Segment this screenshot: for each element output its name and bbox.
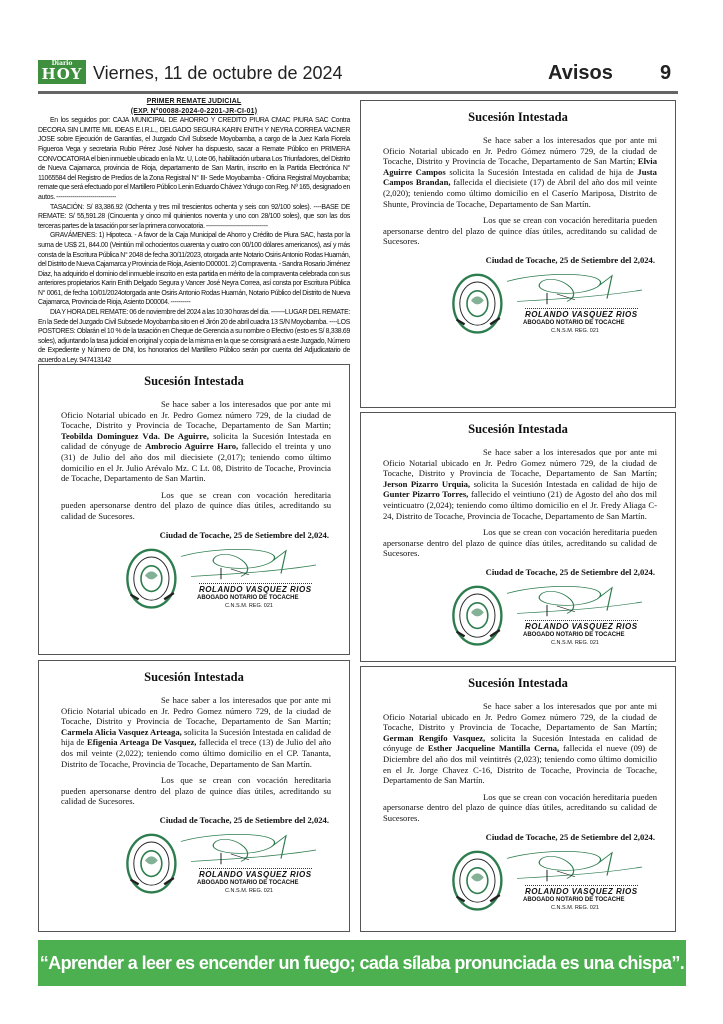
notice-title: Sucesión Intestada	[468, 676, 568, 690]
notice-city-date: Ciudad de Tocache, 25 de Setiembre del 2,024.	[159, 529, 329, 540]
deceased-name: Justa Campos Brandan,	[383, 166, 657, 188]
notice-text: solicita la Sucesión Intestada en calidad de cónyuge de	[383, 732, 657, 754]
notice-paragraph	[383, 447, 657, 521]
notice-text: Se hace saber a los interesados que por ante mi Oficio Notarial ubicado en Jr. Pedro Gomez número 729, de la ciudad de Tocache, Distrito y Provincia de Tocache, Departamento de San Martín;	[61, 695, 331, 727]
footer-quote-banner	[38, 940, 686, 986]
notice-city-date: Ciudad de Tocache, 25 de Setiembre del 2,024.	[485, 566, 655, 577]
notice-text: Se hace saber a los interesados que por ante mi Oficio Notarial ubicado en Jr. Pedro Gomez número 729, de la ciudad de Tocache, Distrito y Provincia de Tocache, Departamento de San Martin;	[61, 399, 331, 431]
notice-text: Se hace saber a los interesados que por ante mi Oficio Notarial ubicado en Jr. Pedro Gómez número 729, de la ciudad de Tocache, Distrito y Provincia de Tocache, Departamento de San Martín;	[383, 135, 657, 167]
notice-text: Se hace saber a los interesados que por ante mi Oficio Notarial ubicado en Jr. Pedro Gomez número 729, de la ciudad de Tocache, Distrito y Provincia de Tocache, Departamento de San Martín;	[383, 701, 657, 733]
issue-date: Viernes, 11 de octubre de 2024	[93, 63, 343, 83]
notice-title: Sucesión Intestada	[468, 110, 568, 124]
signature-scribble-icon	[447, 847, 647, 887]
notice-city-date: Ciudad de Tocache, 25 de Setiembre del 2,024.	[485, 831, 655, 842]
petitioner-name: Jerson Pizarro Urquia,	[383, 478, 471, 489]
succession-notice	[38, 364, 350, 655]
section-title: Avisos	[548, 62, 613, 84]
notary-title: ABOGADO NOTARIO DE TOCACHE	[197, 594, 299, 601]
notice-text: fallecido el veintiuno (21) de Agosto del año dos mil veinticuatro (2,024); teniendo como último domicilio en el Jr. Fredy Aliaga C-24, Distrito de Tocache, Provincia de Tocache, Departamento de San Martín.	[383, 489, 658, 521]
notice-body	[61, 695, 331, 813]
notice-paragraph: Los que se crean con vocación hereditaria pueden apersonarse dentro del plazo de quince días útiles, acreditando su calidad de Sucesores.	[383, 527, 657, 559]
notice-title: Sucesión Intestada	[144, 374, 244, 388]
notary-name: ROLANDO VASQUEZ RIOS	[525, 621, 638, 631]
notary-signature-block	[121, 830, 321, 902]
logo-big-text: HOY	[41, 65, 83, 83]
deceased-name: Ambrocio Aguirre Haro,	[145, 441, 239, 452]
notice-text: fallecido el treinta y uno (31) de Julio del año dos mil diecisiete (2,017); teniendo como último domicilio en el Jr. Julio Arévalo Mz. C Lt. 08, Distrito de Tocache, Provincia de Tocache, Departamento de San Martin.	[61, 441, 331, 484]
notice-paragraph	[61, 399, 331, 484]
notary-registration: C.N.S.M. REG. 021	[225, 602, 273, 609]
succession-notice	[360, 412, 676, 662]
notice-body	[61, 399, 331, 528]
notary-title: ABOGADO NOTARIO DE TOCACHE	[523, 896, 625, 903]
notice-paragraph: Los que se crean con vocación hereditaria pueden apersonarse dentro del plazo de quince días útiles, acreditando su calidad de Sucesores.	[383, 215, 657, 247]
notice-paragraph	[383, 135, 657, 209]
auction-paragraph: GRAVÁMENES: 1) Hipoteca. - A favor de la Caja Municipal de Ahorro y Crédito de Piura SAC, hasta por la suma de US$ 21, 844.00 (Veintiún mil ochocientos cuarenta y cuatro con 00/100 dólares americanos), así y más consta de la Escritura Pública N° 2048 de fecha 30/11/2023, otorgada ante Notario Osiris Antonio Rodas Huamán, del Distrito de Nueva Cajamarca y Provincia de Rioja, Asiento D00001. 2) Compraventa. - Sandra Rosario Jiménez Diaz, ha adquirido el dominio del inmueble inscrito en esta partida en mérito de la compraventa celebrada con sus anteriores propietarios Karin Enith Delgado Segura y Vancer José Neyra Correa, así consta por Escritura Pública N° 0061, de fecha 10/01/2024otorgada ante Osiris Antonio Rodas Huamán, Notario Público del Distrito de Nueva Cajamarca, Provincia de Rioja, Asiento D00004. ----------	[38, 232, 350, 307]
notice-paragraph: Los que se crean con vocación hereditaria pueden apersonarse dentro del plazo de quince días útiles, acreditando su calidad de Sucesores.	[61, 489, 331, 521]
succession-notice	[38, 660, 350, 932]
notary-name: ROLANDO VASQUEZ RIOS	[199, 584, 312, 594]
judicial-auction-notice	[38, 97, 350, 366]
auction-case-number: (EXP. N°00088-2024-0-2201-JR-CI-01)	[130, 107, 258, 115]
signature-scribble-icon	[447, 270, 647, 310]
deceased-name: Efigenia Arteaga De Vasquez,	[87, 737, 197, 748]
notary-registration: C.N.S.M. REG. 021	[551, 327, 599, 334]
notary-title: ABOGADO NOTARIO DE TOCACHE	[523, 319, 625, 326]
petitioner-name: Elvia Aguirre Campos	[383, 156, 657, 177]
auction-paragraph: En los seguidos por: CAJA MUNICIPAL DE AHORRO Y CREDITO PIURA CMAC PIURA SAC Contra DECORA SIN LIMITE MIL IDEAS E.I.R.L., DELGADO SEGURA KARIN ENITH Y NEYRA CORREA VACNER JOSE sobre Ejecución de Garantías, el Juzgado Civil Subsede Moyobamba, a cargo de la Juez Karla Fiorela Figueroa Vega y secretaria Rubio Pérez José Nolver ha dispuesto, sacar a Remate Público en PRIMERA CONVOCATORIA el bien inmueble ubicado en la Mz. U, Lote 06, habilitación urbana Los Triunfadores, del Distrito de Nueva Cajamarca, provincia de Rioja, departamento de San Martin, inscrito en la Partida Electrónica N° 11065584 del Registro de Predios de la Zona Registral N° III- Sede Moyobamba - Oficina Registral Moyobamba; remate que será efectuado por el Martillero Público Lenin Eduardo Chávez Ydrugo con Reg. Nº 165, designado en autos. ------------------------------	[38, 117, 350, 201]
notice-body	[383, 447, 657, 565]
notice-text: fallecida el diecisiete (17) de Abril del año dos mil veinte (2,020); teniendo como último domicilio en el Caserío Mariposa, Distrito de Shunte, Provincia de Tocache, Departamento de San Martín.	[383, 177, 657, 209]
notary-signature-block	[447, 582, 647, 654]
notice-paragraph	[383, 701, 657, 786]
signature-scribble-icon	[447, 582, 647, 622]
notice-title: Sucesión Intestada	[144, 670, 244, 684]
notice-text: solicita la Sucesión Intestada en calidad de hijo de	[470, 478, 658, 489]
deceased-name: Gunter Pizarro Torres,	[383, 489, 469, 500]
petitioner-name: Carmela Alicia Vasquez Arteaga,	[61, 726, 182, 737]
notice-city-date: Ciudad de Tocache, 25 de Setiembre del 2,024.	[159, 814, 329, 825]
notary-title: ABOGADO NOTARIO DE TOCACHE	[197, 879, 299, 886]
notary-name: ROLANDO VASQUEZ RIOS	[525, 309, 638, 319]
notice-text: solicita la Sucesión Intestada en calidad de hija de	[61, 726, 331, 748]
deceased-name: Esther Jacqueline Mantilla Cerna,	[427, 743, 560, 754]
auction-paragraph: TASACIÓN: S/ 83,386.92 (Ochenta y tres mil trescientos ochenta y seis con 92/100 soles). ----BASE DE REMATE: S/ 55,591.28 (Cincuenta y cinco mil quinientos noventa y uno con 28/100 soles), que son las dos terceras partes de la tasación por ser la primera convocatoria. -------------------------------	[38, 203, 350, 230]
signature-scribble-icon	[121, 545, 321, 585]
notice-paragraph	[61, 695, 331, 769]
notice-text: fallecida el nueve (09) de Diciembre del año dos mil veintitrés (2,023); teniendo como último domicilio en el Jr. Jorge Chavez C-16, Distrito de Tocache, Provincia de Tocache, Departamento de San Martín.	[383, 743, 657, 786]
notary-registration: C.N.S.M. REG. 021	[551, 639, 599, 646]
notary-name: ROLANDO VASQUEZ RIOS	[525, 886, 638, 896]
footer-quote: “Aprender a leer es encender un fuego; cada sílaba pronunciada es una chispa”.	[39, 953, 685, 973]
notice-paragraph: Los que se crean con vocación hereditaria pueden apersonarse dentro del plazo de quince días útiles, acreditando su calidad de Sucesores.	[61, 775, 331, 807]
succession-notice	[360, 100, 676, 408]
succession-notice	[360, 666, 676, 932]
notice-text: solicita la Sucesión Intestada en calidad de cónyuge de	[61, 430, 331, 452]
notice-paragraph: Los que se crean con vocación hereditaria pueden apersonarse dentro del plazo de quince días útiles, acreditando su calidad de Sucesores.	[383, 791, 657, 823]
notice-title: Sucesión Intestada	[468, 422, 568, 436]
notary-name: ROLANDO VASQUEZ RIOS	[199, 869, 312, 879]
notice-text: Se hace saber a los interesados que por ante mi Oficio Notarial ubicado en Jr. Pedro Gomez número 729, de la ciudad de Tocache, Distrito y Provincia de Tocache, Departamento de San Martín;	[383, 447, 657, 479]
petitioner-name: Teobilda Dominguez Vda. De Aguirre,	[61, 430, 209, 441]
header-rule	[38, 91, 678, 94]
notice-text: solicita la Sucesión Intestada en calidad de hija de	[445, 166, 638, 177]
notary-signature-block	[447, 847, 647, 919]
notary-signature-block	[447, 270, 647, 342]
newspaper-logo	[38, 60, 86, 84]
notice-body	[383, 701, 657, 830]
logo-small-text: Diario	[51, 60, 73, 67]
notice-city-date: Ciudad de Tocache, 25 de Setiembre del 2,024.	[485, 254, 655, 265]
auction-title: PRIMER REMATE JUDICIAL	[146, 98, 242, 105]
auction-paragraph: DIA Y HORA DEL REMATE: 06 de noviembre del 2024 a las 10:30 horas del dia. -------LUGAR DEL REMATE: En la Sede del Juzgado Civil Subsede Moyobamba sito en el Jirón 20 de abril cuadra 13 S/N Moyobamba. ----LOS POSTORES: Oblarán el 10 % de la tasación en Cheque de Gerencia a su nombre o Efectivo (esto es S/ 8,338.69 soles), adjuntando la tasa judicial en original y copia de la misma en la que se consignará a este Juzgado, Número de Expediente y Número de DNI, los honorarios del Martillero Público serán por cuenta del Adjudicatario de acuerdo a Ley. 947413142	[38, 309, 350, 365]
notice-body	[383, 135, 657, 253]
signature-scribble-icon	[121, 830, 321, 870]
notary-signature-block	[121, 545, 321, 617]
notice-text: fallecida el trece (13) de Julio del año dos mil veinte (2,022); teniendo como último domicilio en el CP. Tananta, Distrito de Tocache, Provincia de Tocache, Departamento de San Martín.	[61, 737, 331, 769]
page-number: 9	[660, 62, 672, 84]
notary-title: ABOGADO NOTARIO DE TOCACHE	[523, 631, 625, 638]
petitioner-name: German Rengifo Vasquez,	[383, 732, 486, 743]
notary-registration: C.N.S.M. REG. 021	[225, 887, 273, 894]
notary-registration: C.N.S.M. REG. 021	[551, 904, 599, 911]
